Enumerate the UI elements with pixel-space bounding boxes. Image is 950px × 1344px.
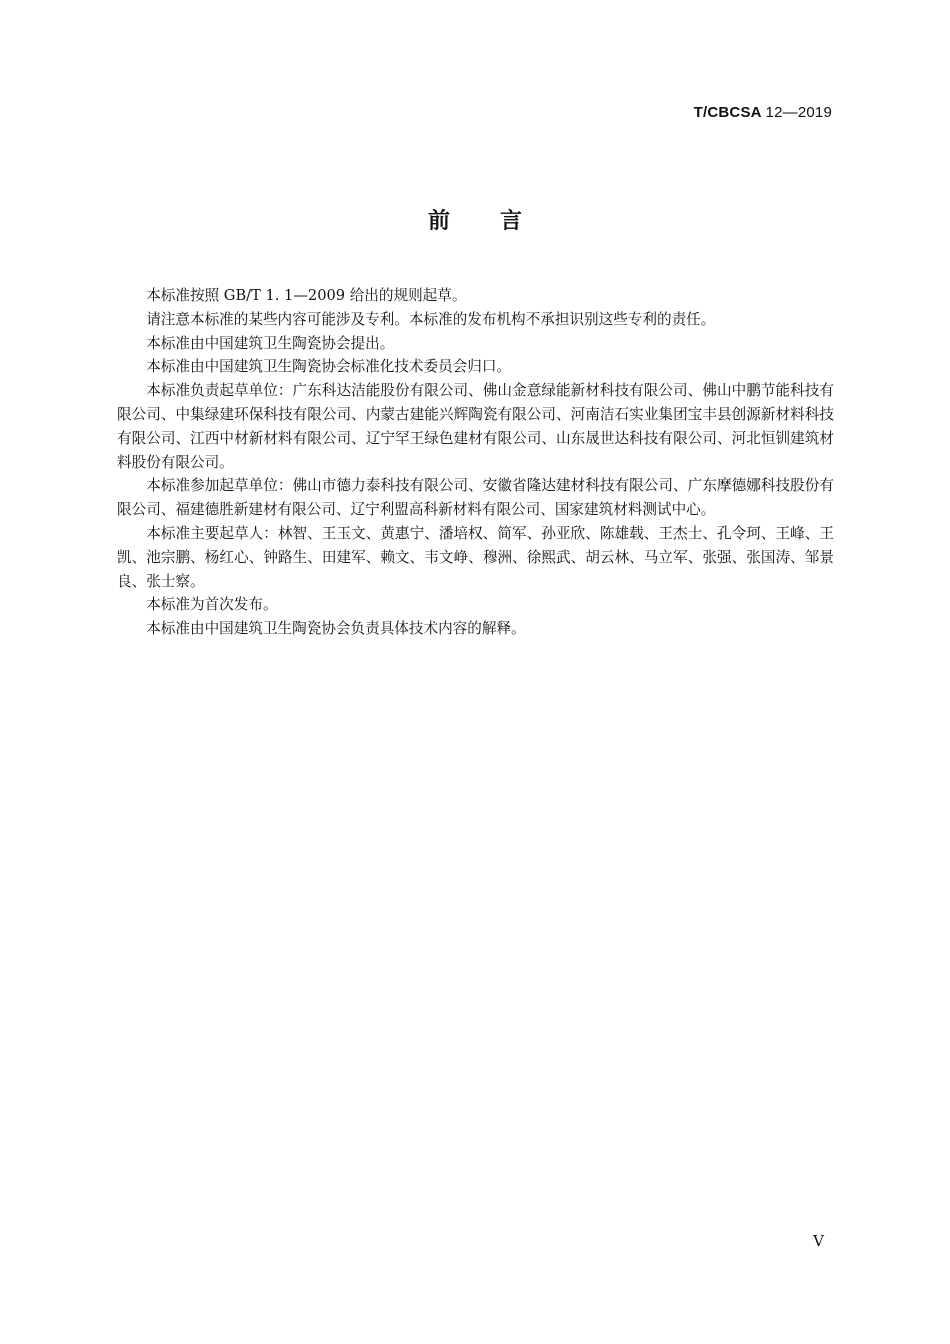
paragraph-main-drafters: 本标准主要起草人：林智、王玉文、黄惠宁、潘培权、简军、孙亚欣、陈雄载、王杰士、孔令珂、王峰、王凯、池宗鹏、杨红心、钟路生、田建军、赖文、韦文峥、穆洲、徐熙武、胡云林、马立军、张强、张国涛、邹景良、张士察。 bbox=[117, 524, 834, 590]
paragraph-participating-drafters: 本标准参加起草单位：佛山市德力泰科技有限公司、安徽省隆达建材科技有限公司、广东摩德娜科技股份有限公司、福建德胜新建材有限公司、辽宁利盟高科新材料有限公司、国家建筑材料测试中心。 bbox=[117, 477, 834, 519]
paragraph-first-release: 本标准为首次发布。 bbox=[146, 596, 278, 614]
paragraph-patent-notice: 请注意本标准的某些内容可能涉及专利。本标准的发布机构不承担识别这些专利的责任。 bbox=[146, 310, 716, 328]
standard-code-prefix: T/CBCSA bbox=[693, 104, 762, 121]
paragraph-drafting-rules: 本标准按照 GB/T 1. 1—2009 给出的规则起草。 bbox=[146, 287, 467, 304]
page-number: V bbox=[813, 1232, 824, 1250]
standard-code-number: 12—2019 bbox=[765, 104, 832, 121]
standard-code bbox=[694, 104, 832, 121]
paragraph-centralized-unit: 本标准由中国建筑卫生陶瓷协会标准化技术委员会归口。 bbox=[146, 358, 512, 376]
paragraph-proposer: 本标准由中国建筑卫生陶瓷协会提出。 bbox=[146, 334, 395, 352]
paragraph-responsible-drafters: 本标准负责起草单位：广东科达洁能股份有限公司、佛山金意绿能新材科技有限公司、佛山中鹏节能科技有限公司、中集绿建环保科技有限公司、内蒙古建能兴辉陶瓷有限公司、河南洁石实业集团宝丰县创源新材料科技有限公司、江西中材新材料有限公司、辽宁罕王绿色建材有限公司、山东晟世达科技有限公司、河北恒钏建筑材料股份有限公司。 bbox=[117, 382, 834, 471]
foreword-body bbox=[117, 284, 834, 641]
paragraph-interpretation: 本标准由中国建筑卫生陶瓷协会负责具体技术内容的解释。 bbox=[146, 620, 526, 638]
page-title: 前言 bbox=[427, 209, 572, 234]
